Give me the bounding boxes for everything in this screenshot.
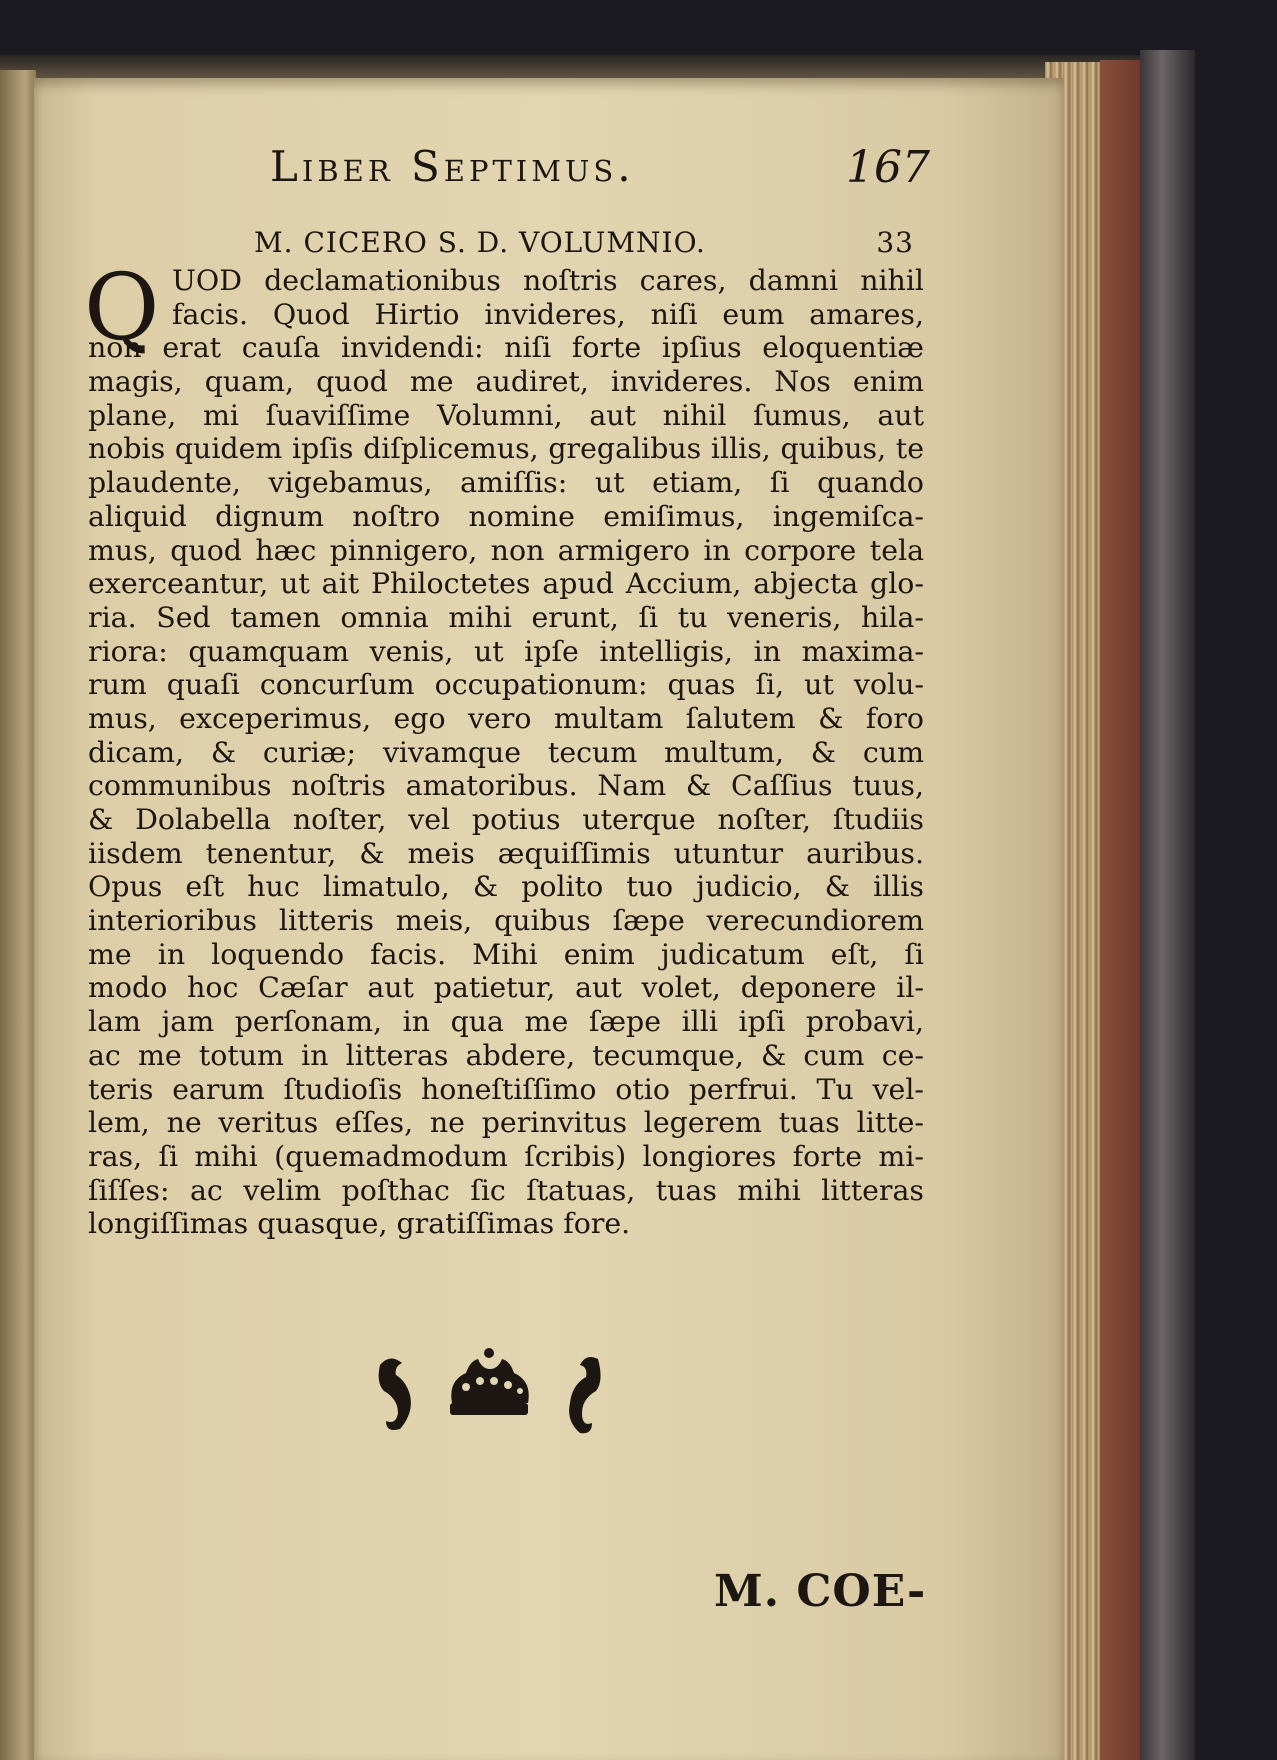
letter-body: [88, 264, 924, 1241]
text-line: teris earum ſtudioſis honeſtiſſimo otio perfrui. Tu vel-: [88, 1072, 924, 1106]
text-line: UOD declamationibus noſtris cares, damni nihil: [172, 264, 924, 297]
text-line: facis. Quod Hirtio invideres, niſi eum amares,: [172, 297, 924, 331]
text-line: ac me totum in litteras abdere, tecumque, & cum ce-: [88, 1038, 924, 1072]
text-line: modo hoc Cæſar aut patietur, aut volet, deponere il-: [88, 971, 924, 1005]
text-line: aliquid dignum noſtro nomine emiſimus, ingemiſca-: [88, 499, 924, 533]
text-line: me in loquendo facis. Mihi enim judicatum eſt, ſi: [88, 937, 924, 971]
catchword: M. COE-: [714, 1566, 927, 1617]
text-line: non erat cauſa invidendi: niſi forte ipſius eloquentiæ: [88, 331, 924, 365]
text-line: Opus eſt huc limatulo, & polito tuo judicio, & illis: [88, 870, 924, 904]
text-line: communibus noſtris amatoribus. Nam & Caſſius tuus,: [88, 769, 924, 803]
text-line: ſiſſes: ac velim poſthac ſic ſtatuas, tuas mihi litteras: [88, 1173, 924, 1207]
text-line: rum quaſi concurſum occupationum: quas ſi, ut volu-: [88, 668, 924, 702]
text-line: lam jam perſonam, in qua me ſæpe illi ipſi probavi,: [88, 1005, 924, 1039]
red-page-edge: [1100, 60, 1140, 1760]
text-line: nobis quidem ipſis diſplicemus, gregalibus illis, quibus, te: [88, 432, 924, 466]
left-page-edge: [0, 70, 36, 1760]
text-line: iisdem tenentur, & meis æquiſſimis utuntur auribus.: [88, 836, 924, 870]
running-header: [270, 142, 930, 202]
page-number: 167: [846, 142, 930, 193]
text-line: ras, ſi mihi (quemadmodum ſcribis) longiores forte mi-: [88, 1139, 924, 1173]
drop-capital: Q: [84, 254, 160, 361]
text-line: magis, quam, quod me audiret, invideres. Nos enim: [88, 365, 924, 399]
running-title: Liber Septimus.: [270, 142, 635, 191]
text-line: mus, exceperimus, ego vero multam ſalutem & foro: [88, 701, 924, 735]
text-line: interioribus litteris meis, quibus ſæpe verecundiorem: [88, 904, 924, 938]
letter-heading-text: M. CICERO S. D. VOLUMNIO.: [254, 226, 706, 259]
text-line: plaudente, vigebamus, amiſſis: ut etiam, ſi quando: [88, 466, 924, 500]
text-line: plane, mi ſuaviſſime Volumni, aut nihil ſumus, aut: [88, 398, 924, 432]
text-line: dicam, & curiæ; vivamque tecum multum, & cum: [88, 735, 924, 769]
text-line: riora: quamquam venis, ut ipſe intelligis, in maxima-: [88, 634, 924, 668]
text-line: mus, quod hæc pinnigero, non armigero in corpore tela: [88, 533, 924, 567]
crown-ornament: [370, 1345, 610, 1445]
letter-heading: [254, 226, 914, 259]
text-line: ria. Sed tamen omnia mihi erunt, ſi tu veneris, hila-: [88, 600, 924, 634]
text-line: lem, ne veritus eſſes, ne perinvitus legerem tuas litte-: [88, 1106, 924, 1140]
text-line: & Dolabella noſter, vel potius uterque noſter, ſtudiis: [88, 803, 924, 836]
text-line: exerceantur, ut ait Philoctetes apud Accium, abjecta glo-: [88, 567, 924, 601]
letter-number: 33: [876, 226, 914, 259]
book-cover-right: [1140, 50, 1195, 1760]
text-line: longiſſimas quasque, gratiſſimas fore.: [88, 1207, 631, 1241]
